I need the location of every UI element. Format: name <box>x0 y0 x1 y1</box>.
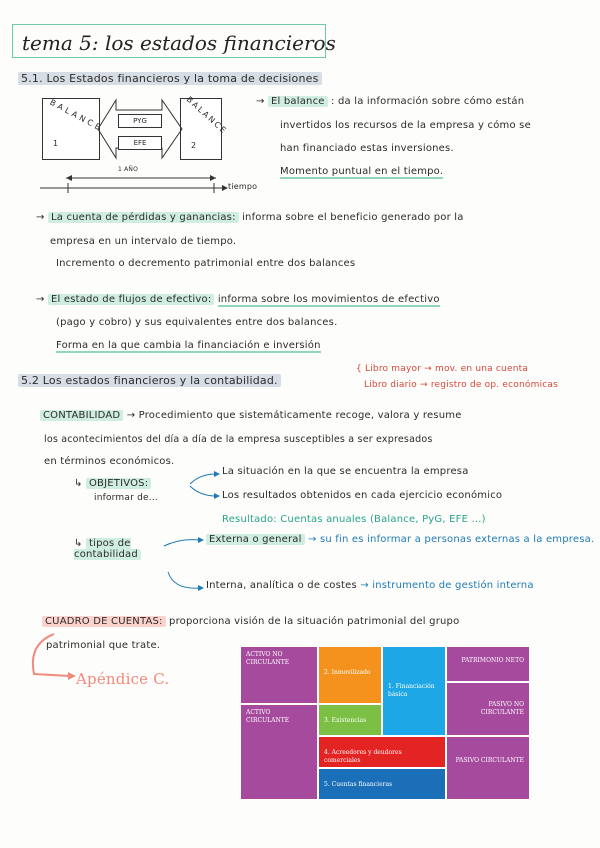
axis-label: 1 AÑO <box>118 166 139 173</box>
cuadro-table <box>240 646 530 800</box>
objetivos-item-1: Los resultados obtenidos en cada ejercicio económico <box>222 490 503 501</box>
page-title: tema 5: los estados financieros <box>22 31 336 55</box>
balance-line-1: invertidos los recursos de la empresa y cómo se <box>280 120 531 131</box>
contabilidad-line-1: los acontecimientos del día a día de la empresa susceptibles a ser expresados <box>44 434 433 445</box>
cuadro-line-1: patrimonial que trate. <box>46 640 161 651</box>
balance-label-1: BALANCE <box>48 97 105 134</box>
pyg-line-0: → La cuenta de pérdidas y ganancias: informa sobre el beneficio generado por la <box>36 212 464 223</box>
existencias-cell: 3. Existencias <box>318 704 382 736</box>
activo-nc-cell: ACTIVO NO CIRCULANTE <box>240 646 318 704</box>
balance-line-3: Momento puntual en el tiempo. <box>280 166 444 177</box>
pasivo-nc-cell: PASIVO NO CIRCULANTE <box>446 682 530 736</box>
tipos-arrows <box>160 536 208 596</box>
objetivos-arrows <box>186 470 226 500</box>
apendice-link[interactable]: Apéndice C. <box>76 670 170 688</box>
activo-c-cell: ACTIVO CIRCULANTE <box>240 704 318 800</box>
financieras-cell: 5. Cuentas financieras <box>318 768 446 800</box>
double-arrow-shape <box>96 96 184 162</box>
inmovilizado-cell: 2. Inmovilizado <box>318 646 382 704</box>
balance-line-0: → El balance : da la información sobre cómo están <box>256 96 525 107</box>
efe-line-2: Forma en la que cambia la financiación e inversión <box>56 340 321 351</box>
pyg-line-2: Incremento o decremento patrimonial entre dos balances <box>56 258 356 269</box>
balance-box-2 <box>180 94 230 160</box>
patrimonio-cell: PATRIMONIO NETO <box>446 646 530 682</box>
balance-label-2: BALANCE <box>184 94 230 137</box>
tipos-item-1: Interna, analítica o de costes → instrumento de gestión interna <box>206 580 534 591</box>
balance-box-1 <box>42 97 105 160</box>
efe-line-1: (pago y cobro) y sus equivalentes entre dos balances. <box>56 317 338 328</box>
axis-end-label: tiempo <box>228 182 258 191</box>
cuadro-line-0: CUADRO DE CUENTAS: proporciona visión de la situación patrimonial del grupo <box>42 616 459 627</box>
contabilidad-line-0: CONTABILIDAD → Procedimiento que sistemáticamente recoge, valora y resume <box>40 410 462 421</box>
efe-line-0: → El estado de flujos de efectivo: informa sobre los movimientos de efectivo <box>36 294 440 305</box>
pyg-line-1: empresa en un intervalo de tiempo. <box>50 236 237 247</box>
apendice-arrow <box>24 630 78 690</box>
objetivos-term: ↳ OBJETIVOS: <box>74 478 151 489</box>
balance-line-2: han financiado estas inversiones. <box>280 143 454 154</box>
section-5-2-heading: 5.2 Los estados financieros y la contabilidad. <box>18 374 281 387</box>
objetivos-item-0: La situación en la que se encuentra la empresa <box>222 466 469 477</box>
contabilidad-line-2: en términos económicos. <box>44 456 175 467</box>
side-note-1: Libro diario → registro de op. económicas <box>364 380 559 390</box>
side-note-0: { Libro mayor → mov. en una cuenta <box>356 364 529 374</box>
pasivo-c-cell: PASIVO CIRCULANTE <box>446 736 530 800</box>
balance-num-1: 1 <box>53 139 59 148</box>
resultado: Resultado: Cuentas anuales (Balance, PyG, EFE ...) <box>222 514 486 525</box>
tipos-term: ↳ tipos de contabilidad <box>74 538 164 560</box>
financiacion-cell: 1. Financiación básica <box>382 646 446 736</box>
objetivos-sub: informar de... <box>94 493 158 503</box>
acreedores-cell: 4. Acreedores y deudores comerciales <box>318 736 446 768</box>
section-5-1-heading: 5.1. Los Estados financieros y la toma de decisiones <box>18 72 322 85</box>
efe-box: EFE <box>118 136 162 150</box>
balance-num-2: 2 <box>191 141 197 150</box>
tipos-item-0: Externa o general → su fin es informar a personas externas a la empresa. <box>206 534 594 545</box>
pyg-box: PYG <box>118 114 162 128</box>
